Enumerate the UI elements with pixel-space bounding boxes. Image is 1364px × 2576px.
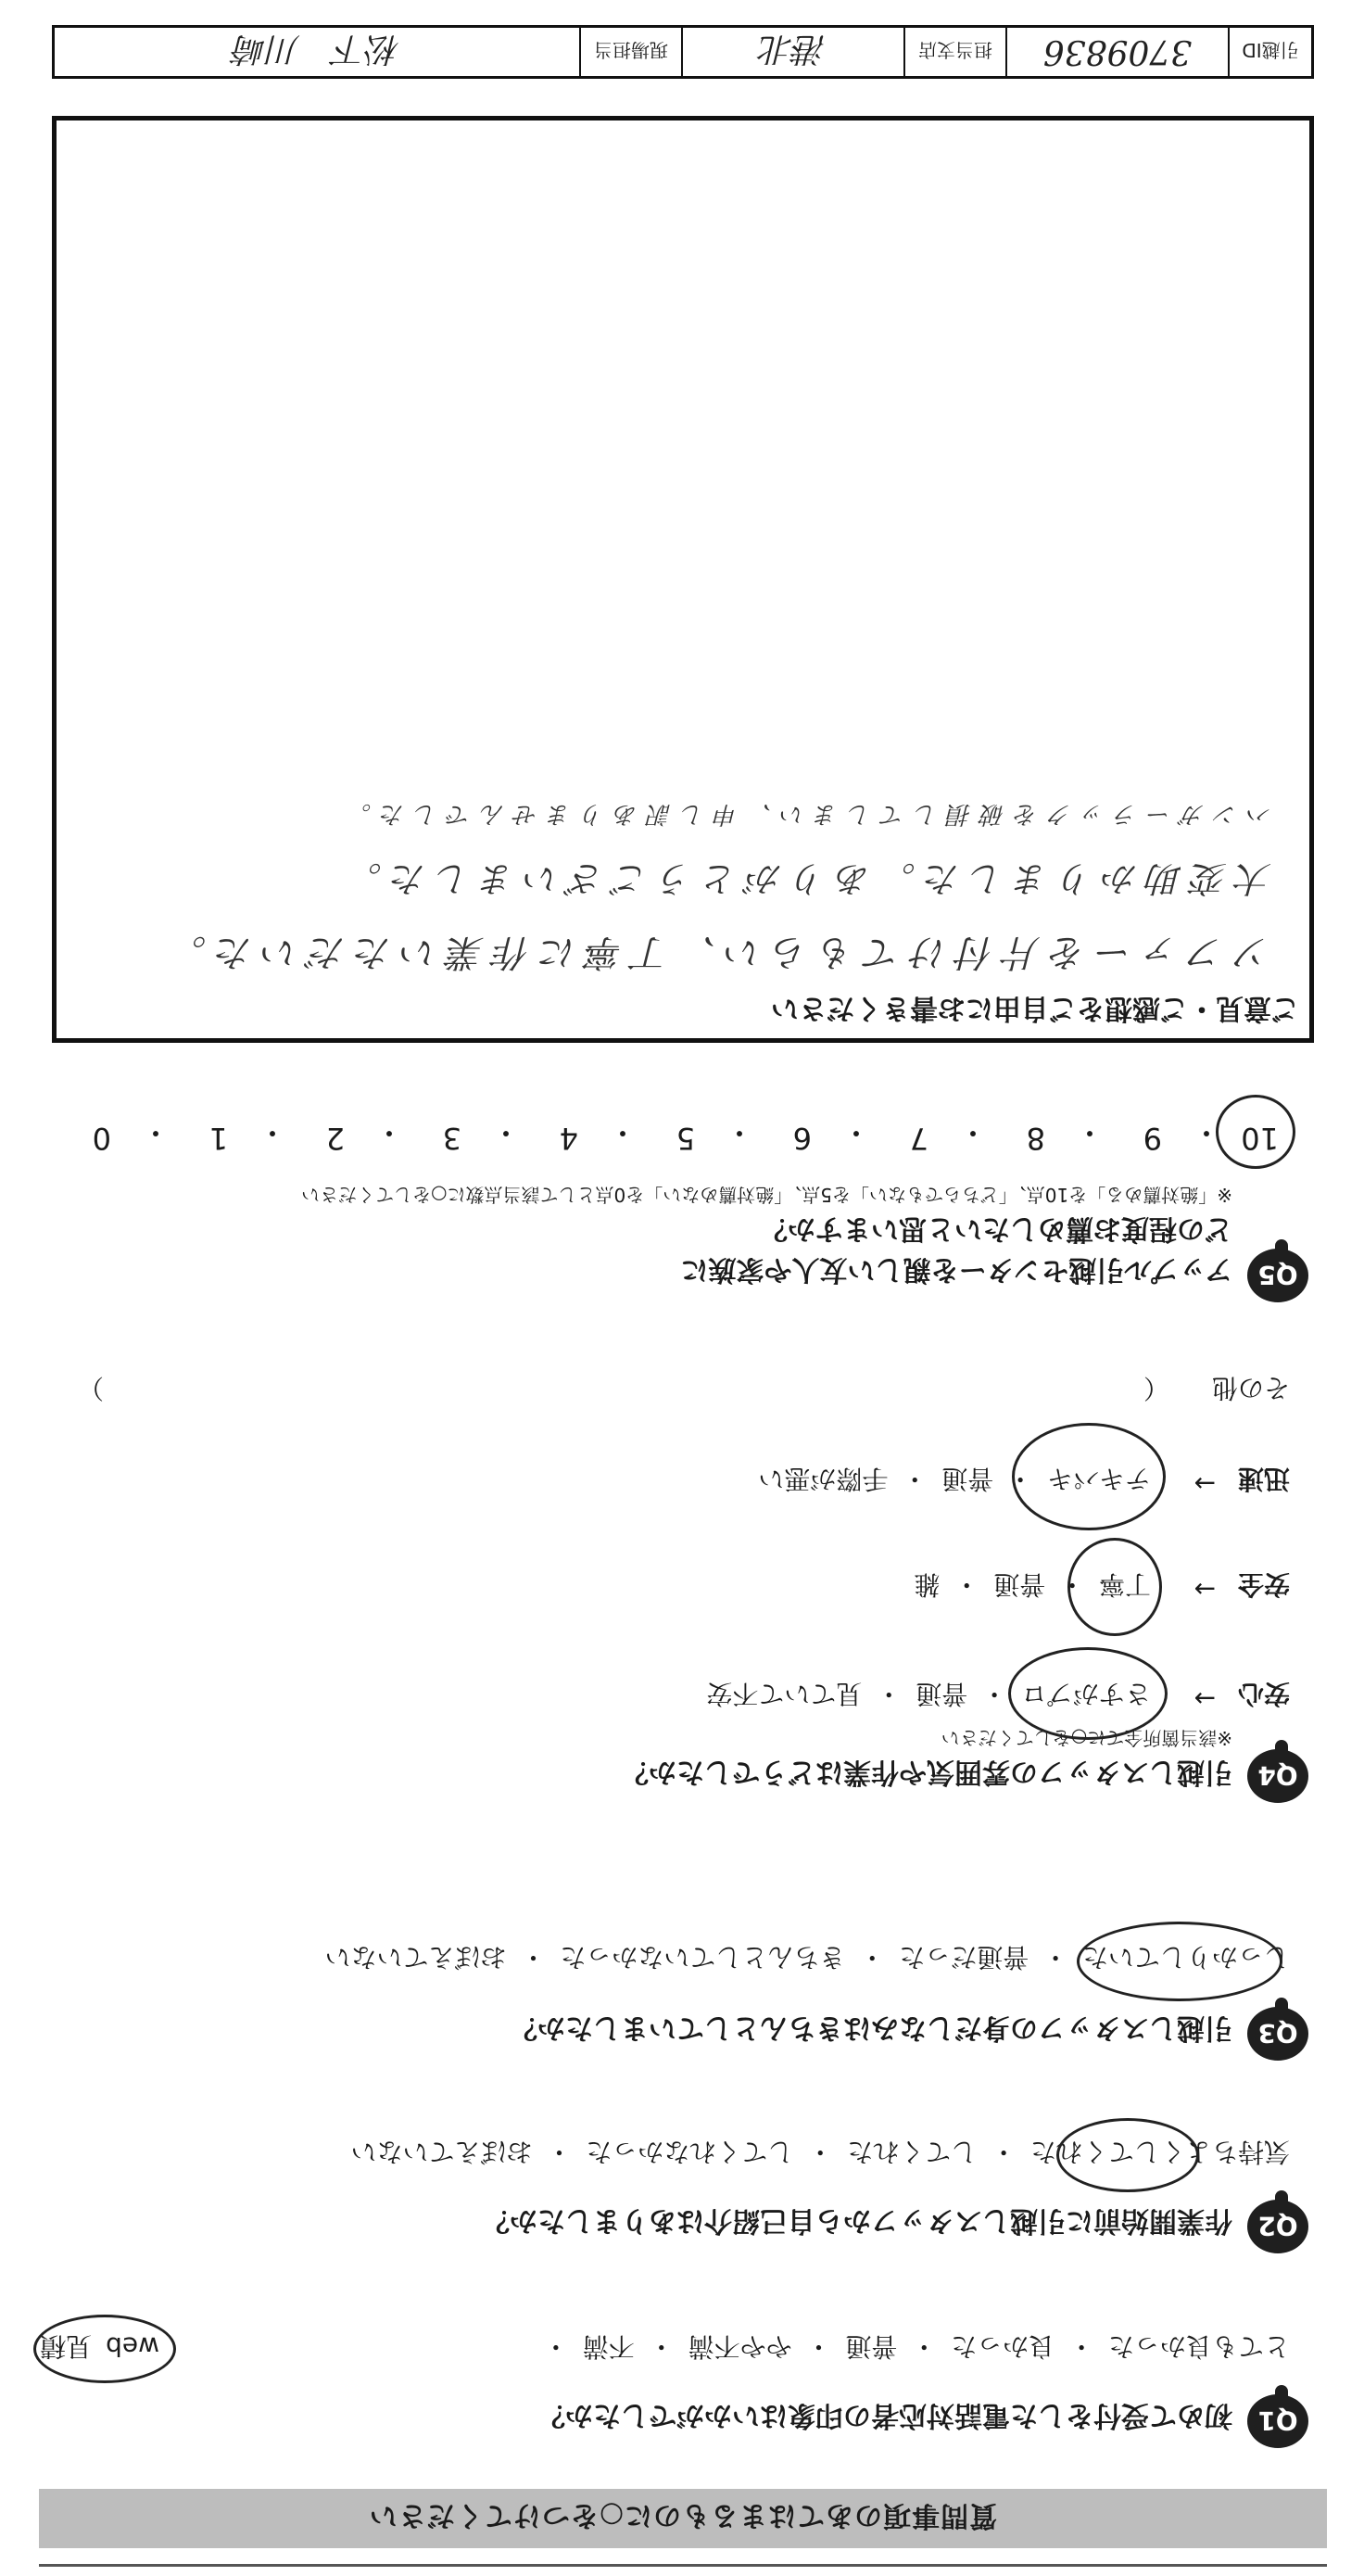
q3-badge: [1247, 2007, 1308, 2061]
q5-note: ※「絶対薦める」を10点、「どちらでもない」を5点、「絶対薦めない」を0点として該当点数に○をしてください: [301, 1184, 1232, 1206]
q2-badge-label: Q2: [1257, 2211, 1298, 2242]
q5-score-10[interactable]: 10: [1241, 1121, 1279, 1156]
q5-score-6[interactable]: 6: [792, 1121, 812, 1156]
q4-row-label-anshin: 安心: [1237, 1679, 1290, 1709]
q1-option-web[interactable]: web 見積: [40, 2331, 159, 2362]
staff-id-table: [52, 25, 1314, 79]
q5-score-3[interactable]: 3: [442, 1121, 461, 1156]
q2-question: 作業開始前に引越しスタッフから自己紹介はありましたか？: [482, 2204, 1232, 2237]
q4-other-paren-open: （: [1143, 1373, 1169, 1403]
q5-question-line1: アップル引越センターを親しい友人や家族に: [680, 1253, 1232, 1286]
comment-heading: ご意見・ご感想をご自由にお書きください: [771, 992, 1299, 1024]
q2-answer-circle: [1056, 2118, 1199, 2192]
q4-row-options-anzen: 丁寧 ・ 普通 ・ 雑: [914, 1569, 1151, 1600]
q5-score-4[interactable]: 4: [559, 1121, 578, 1156]
q5-scale-separator: ・: [957, 1115, 988, 1150]
leader-value-cell: [55, 28, 579, 76]
q5-scale-separator: ・: [840, 1115, 871, 1150]
q4-row-options-anshin: さすがプロ ・ 普通 ・ 見ていて不安: [706, 1679, 1151, 1709]
q3-question: 引越しスタッフの身だしなみはきちんとしていましたか？: [510, 2011, 1232, 2044]
leader-label-cell: [579, 28, 681, 76]
q4-row-arrow-jinsoku: →: [1194, 1468, 1216, 1499]
q5-scale-separator: ・: [140, 1115, 170, 1150]
q1-options: とても良かった ・ 良かった ・ 普通 ・ やや不満 ・ 不満 ・: [542, 2331, 1290, 2362]
q5-scale-separator: ・: [1191, 1115, 1221, 1150]
q5-scale-separator: ・: [724, 1115, 754, 1150]
comment-line-3: ハンガーラックを破損してしまい、申し訳ありませんでした。: [337, 800, 1271, 828]
q2-options: 気持ちよくしてくれた ・ してくれた ・ してくれなかった ・ おぼえていない: [350, 2137, 1290, 2167]
q5-score-1[interactable]: 1: [208, 1121, 228, 1156]
top-rule: [39, 2564, 1327, 2567]
id-value-cell: [1005, 28, 1228, 76]
q5-badge: [1247, 1249, 1308, 1302]
q5-scale-separator: ・: [607, 1115, 638, 1150]
q1-question: 初めて受付をした電話対応者の印象はいかがでしたか？: [537, 2399, 1232, 2431]
leader-value: 松下 川崎: [234, 30, 401, 69]
id-label: 引越ID: [1242, 39, 1299, 62]
branch-label: 担当支店: [918, 39, 992, 62]
q4-other-paren-close: ）: [77, 1373, 104, 1403]
q3-answer-circle: [1077, 1922, 1282, 2001]
instruction-banner: [39, 2489, 1327, 2548]
q5-score-7[interactable]: 7: [909, 1121, 928, 1156]
q3-options: しっかりしていた ・ 普通だった ・ きちんとしていなかった ・ おぼえていない: [324, 1942, 1290, 1973]
q5-answer-circle: [1216, 1095, 1295, 1169]
q4-anshin-answer-circle: [1008, 1647, 1168, 1740]
q1-badge-label: Q1: [1257, 2405, 1298, 2437]
q4-row-arrow-anshin: →: [1194, 1683, 1216, 1714]
comment-line-1: ソファーを片付けてもらい、丁寧に作業いただいた。: [159, 931, 1271, 973]
q5-score-0[interactable]: 0: [92, 1121, 111, 1156]
q1-answer-circle: [33, 2315, 176, 2383]
q5-scale-separator: ・: [373, 1115, 404, 1150]
q4-anzen-answer-circle: [1067, 1538, 1162, 1636]
q2-badge: [1247, 2200, 1308, 2253]
q5-question-line2: どの程度お薦めしたいと思いますか？: [760, 1212, 1232, 1245]
q4-row-label-anzen: 安全: [1237, 1569, 1290, 1600]
q4-row-label-jinsoku: 迅速: [1237, 1464, 1290, 1494]
q5-score-5[interactable]: 5: [676, 1121, 695, 1156]
q5-score-9[interactable]: 9: [1143, 1121, 1162, 1156]
branch-label-cell: [903, 28, 1005, 76]
q3-badge-label: Q3: [1257, 2018, 1298, 2049]
id-value: 3709836: [1042, 32, 1193, 71]
leader-label: 現場担当: [594, 39, 668, 62]
q4-other-label: その他: [1211, 1373, 1290, 1403]
id-label-cell: [1228, 28, 1311, 76]
q5-scale-separator: ・: [490, 1115, 521, 1150]
q5-score-8[interactable]: 8: [1026, 1121, 1045, 1156]
q4-note: ※該当箇所全てに○をしてください: [941, 1727, 1232, 1749]
q4-badge-label: Q4: [1257, 1760, 1298, 1792]
q5-scale-separator: ・: [257, 1115, 287, 1150]
q4-jinsoku-answer-circle: [1012, 1423, 1166, 1530]
q4-row-options-jinsoku: テキパキ ・ 普通 ・ 手際が悪い: [758, 1464, 1151, 1494]
q5-score-2[interactable]: 2: [325, 1121, 345, 1156]
branch-value: 港北: [760, 30, 827, 69]
branch-value-cell: [681, 28, 903, 76]
q4-badge: [1247, 1749, 1308, 1803]
q1-badge: [1247, 2394, 1308, 2448]
q5-badge-label: Q5: [1257, 1260, 1298, 1291]
comment-line-2: 大変助かりました。ありがとうございました。: [336, 858, 1271, 899]
q4-question: 引越しスタッフの雰囲気や作業はどうでしたか？: [621, 1756, 1232, 1788]
banner-text: 質問事項のあてはまるものに○をつけてください: [368, 2499, 998, 2532]
q4-row-arrow-anzen: →: [1194, 1574, 1216, 1605]
q5-scale-separator: ・: [1074, 1115, 1105, 1150]
